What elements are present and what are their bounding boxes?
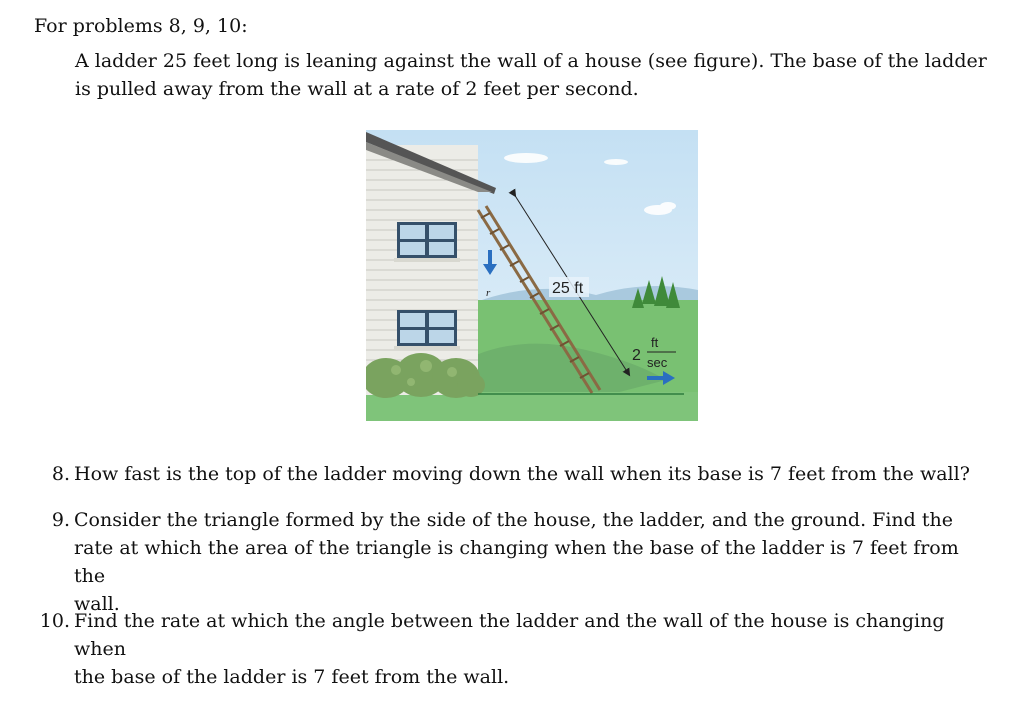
problem-9-line-2: rate at which the area of the triangle is changing when the base of the ladder is 7 feet from the [74,537,959,587]
problem-8-line-1: How fast is the top of the ladder moving down the wall when its base is 7 feet from the wall? [74,463,970,485]
problem-number: 8. [51,463,70,485]
house [366,132,496,398]
lower-window [394,310,460,350]
section-heading: For problems 8, 9, 10: [34,15,248,37]
variable-label: r [486,287,491,299]
intro-line-1: A ladder 25 feet long is leaning against the wall of a house (see figure). The base of the ladder [75,50,987,72]
problem-number: 9. [51,509,70,531]
ladder-figure [366,130,698,421]
problem-9-line-3: wall. [74,593,120,615]
problem-number: 10. [39,610,70,632]
problem-10-line-1: Find the rate at which the angle between the ladder and the wall of the house is changing when [74,610,945,660]
upper-window [394,222,460,262]
rate-numerator: ft [651,335,659,350]
rate-denominator: sec [647,355,668,370]
rate-number: 2 [632,347,641,364]
problem-10-line-2: the base of the ladder is 7 feet from the wall. [74,666,510,688]
intro-line-2: is pulled away from the wall at a rate of 2 feet per second. [75,78,639,100]
problem-intro [75,47,990,103]
problem-9-line-1: Consider the triangle formed by the side of the house, the ladder, and the ground. Find the [74,509,953,531]
ladder-length-label: 25 ft [552,280,584,297]
